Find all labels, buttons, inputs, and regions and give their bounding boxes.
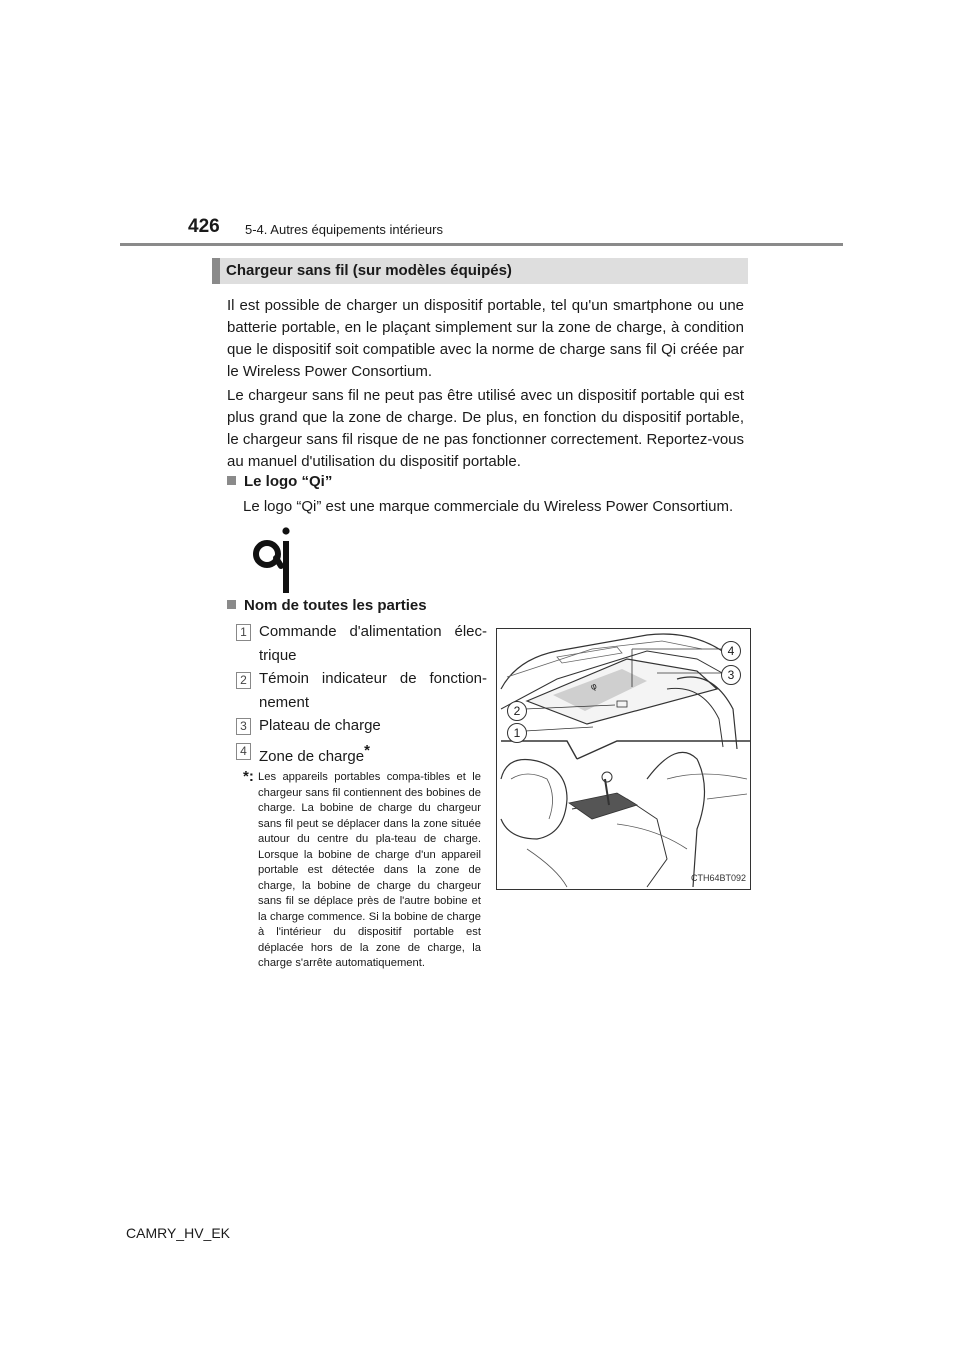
square-bullet-icon — [227, 600, 236, 609]
part-label-2: Témoin indicateur de fonction-nement — [259, 670, 487, 711]
qi-logo-heading-text: Le logo “Qi” — [244, 473, 333, 490]
part-label-4-text: Zone de charge — [259, 748, 365, 765]
header-divider — [120, 243, 843, 246]
part-number-3: 3 — [236, 718, 251, 735]
callout-4: 4 — [721, 641, 741, 661]
charger-illustration — [496, 628, 751, 890]
asterisk-mark: * — [364, 742, 370, 759]
qi-logo-heading — [227, 473, 332, 490]
part-label-1: Commande d'alimentation élec-trique — [259, 623, 487, 664]
part-label-3: Plateau de charge — [259, 717, 381, 734]
parts-heading-text: Nom de toutes les parties — [244, 597, 427, 614]
callout-1: 1 — [507, 723, 527, 743]
page-number: 426 — [188, 216, 220, 237]
intro-paragraph-1: Il est possible de charger un dispositif portable, tel qu'un smartphone ou une batterie portable, en le plaçant simplement sur la zone de charge, à condition que le dispositif soit compatible avec la norme de charge sans fil Qi créée par le Wireless Power Consortium. — [227, 297, 744, 380]
svg-text:ᵠ: ᵠ — [588, 679, 600, 696]
square-bullet-icon — [227, 476, 236, 485]
intro-paragraph-2: Le chargeur sans fil ne peut pas être utilisé avec un dispositif portable qui est plus grand que la zone de charge. De plus, en fonction du dispositif portable, le chargeur sans fil risque de ne pas fonctionner correctement. Reportez-vous au manuel d'utilisation du dispositif portable. — [227, 387, 744, 470]
qi-logo-icon — [250, 525, 300, 595]
footnote-text: Les appareils portables compa-tibles et le chargeur sans fil contiennent des bobines de charge. La bobine de charge du chargeur sans fil peut se déplacer dans la zone située autour du centre du pla-teau de charge. Lorsque la bobine de charge d'un appareil portable est détectée dans la zone de charge, la bobine de charge du chargeur sans fil se déplace près de l'autre bobine et la charge commence. Si la bobine de charge à l'intérieur du dispositif portable est déplacée hors de la zone de charge, la charge s'arrête automatiquement. — [258, 771, 481, 969]
breadcrumb: 5-4. Autres équipements intérieurs — [245, 222, 443, 237]
callout-3: 3 — [721, 665, 741, 685]
console-drawing — [497, 629, 750, 889]
part-number-2: 2 — [236, 672, 251, 689]
callout-2: 2 — [507, 701, 527, 721]
figure-code: CTH64BT092 — [691, 873, 747, 883]
footer-model-code: CAMRY_HV_EK — [126, 1225, 231, 1241]
footnote-mark: *: — [243, 768, 254, 785]
part-label-4 — [259, 739, 487, 769]
section-heading: Chargeur sans fil (sur modèles équipés) — [212, 258, 748, 284]
qi-logo-text: Le logo “Qi” est une marque commerciale du Wireless Power Consortium. — [243, 498, 734, 515]
parts-heading — [227, 597, 427, 614]
part-number-1: 1 — [236, 624, 251, 641]
part-number-4: 4 — [236, 743, 251, 760]
